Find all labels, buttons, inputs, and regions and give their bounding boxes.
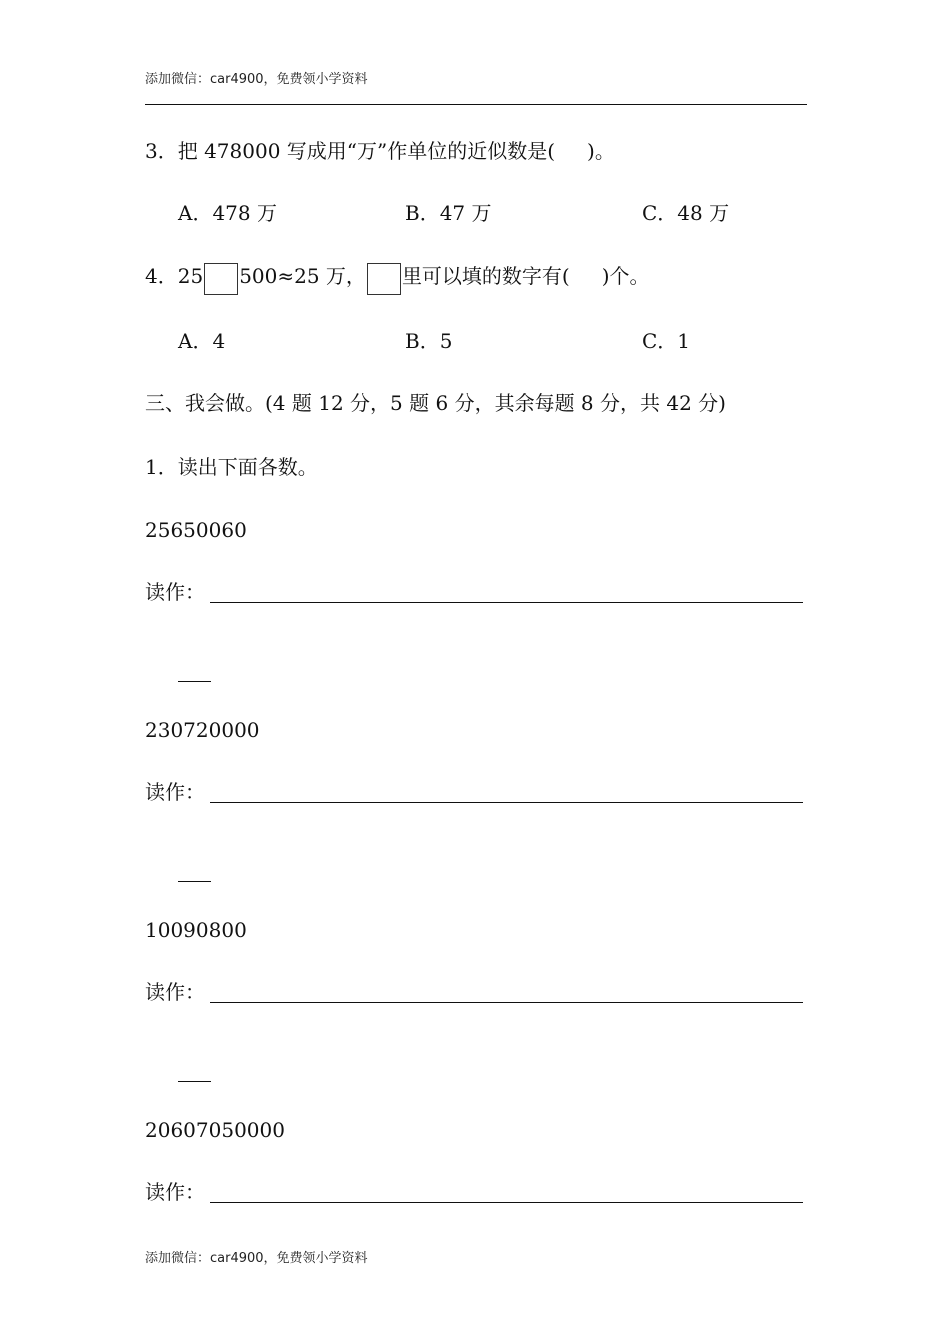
number-to-read: 20607050000: [145, 1118, 285, 1142]
number-to-read: 10090800: [145, 918, 247, 942]
answer-line-continuation[interactable]: [178, 681, 211, 682]
page-footer: 添加微信：car4900，免费领小学资料: [145, 1251, 368, 1266]
read-as-label: 读作：: [145, 1180, 205, 1204]
question-4-text-1: 4．25: [145, 264, 204, 288]
digit-box-reference: [367, 263, 401, 295]
question-4-option-a[interactable]: A．4: [178, 329, 226, 353]
answer-line[interactable]: [210, 802, 803, 803]
read-as-label: 读作：: [145, 580, 205, 604]
question-3-option-a[interactable]: A．478 万: [178, 201, 277, 225]
section-3-title: 三、我会做。(4 题 12 分，5 题 6 分，其余每题 8 分，共 42 分): [145, 391, 726, 415]
answer-line-continuation[interactable]: [178, 1081, 211, 1082]
answer-line[interactable]: [210, 1202, 803, 1203]
number-to-read: 25650060: [145, 518, 247, 542]
question-3-option-b[interactable]: B．47 万: [405, 201, 492, 225]
question-3-stem: [145, 139, 615, 163]
question-4-text-3: 里可以填的数字有(: [401, 264, 570, 288]
page-header: 添加微信：car4900，免费领小学资料: [145, 72, 368, 87]
read-as-label: 读作：: [145, 780, 205, 804]
digit-box[interactable]: [204, 263, 238, 295]
question-4-option-c[interactable]: C．1: [642, 329, 691, 353]
question-4-stem: [145, 263, 650, 295]
header-rule: [145, 104, 807, 105]
answer-line[interactable]: [210, 1002, 803, 1003]
question-3-text: 3．把 478000 写成用“万”作单位的近似数是(: [145, 139, 556, 163]
answer-line[interactable]: [210, 602, 803, 603]
answer-line-continuation[interactable]: [178, 881, 211, 882]
question-1-stem: 1．读出下面各数。: [145, 455, 318, 479]
read-as-label: 读作：: [145, 980, 205, 1004]
question-4-text-2: 500≈25 万，: [239, 264, 366, 288]
number-to-read: 230720000: [145, 718, 260, 742]
question-4-text-4: )个。: [601, 264, 650, 288]
question-4-option-b[interactable]: B．5: [405, 329, 453, 353]
question-3-option-c[interactable]: C．48 万: [642, 201, 730, 225]
question-3-text-end: )。: [587, 139, 615, 163]
